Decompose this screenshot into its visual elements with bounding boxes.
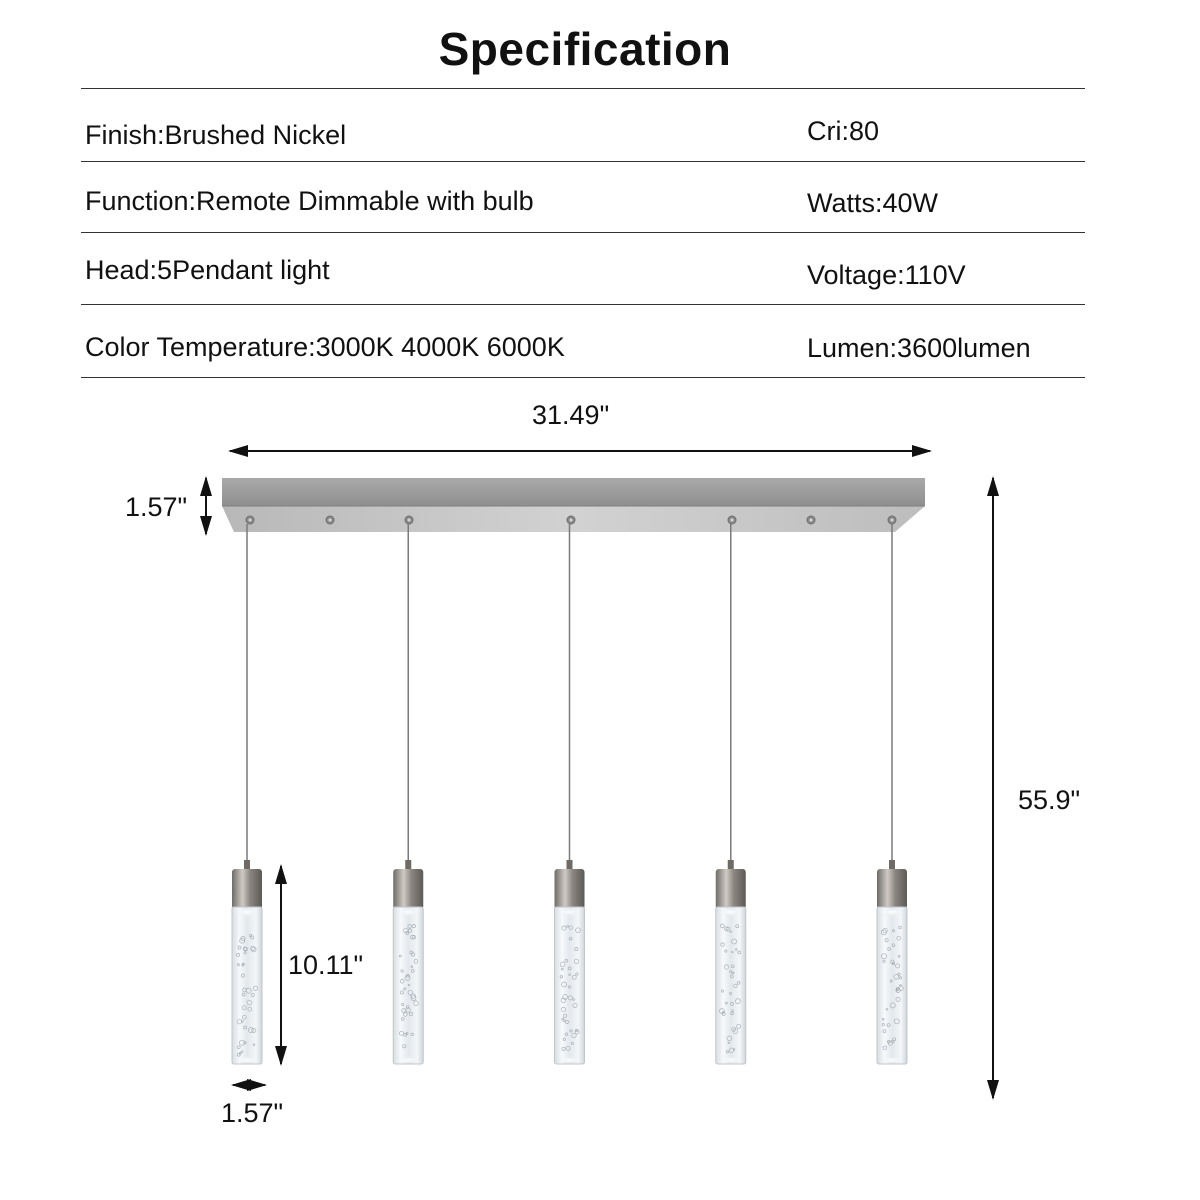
overall-height-dimension-label: 55.9" (1018, 785, 1081, 815)
glass-shade (232, 907, 262, 1064)
light-glow (234, 907, 260, 917)
light-glow (557, 1056, 583, 1064)
pendant-light (877, 524, 907, 1064)
spec-finish: Finish:Brushed Nickel (85, 120, 347, 150)
canopy (222, 478, 925, 532)
spec-head: Head:5Pendant light (85, 255, 330, 285)
pendant-cap (716, 869, 746, 909)
pendant-stem (244, 860, 250, 870)
pendant-stem (728, 860, 734, 870)
pendant-cap (877, 869, 907, 909)
pendant-cap (393, 869, 423, 909)
spec-voltage: Voltage:110V (807, 260, 966, 290)
canopy-screw (807, 516, 815, 524)
page-title: Specification (438, 23, 732, 75)
light-glow (718, 907, 744, 917)
pendant-light (555, 524, 585, 1064)
canopy-screw (246, 516, 254, 524)
pendant-stem (889, 860, 895, 870)
pendants (232, 524, 907, 1064)
spec-function: Function:Remote Dimmable with bulb (85, 186, 534, 216)
light-glow (879, 907, 905, 917)
light-glow (395, 907, 421, 917)
light-glow (879, 1056, 905, 1064)
canopy-screw (728, 516, 736, 524)
light-glow (234, 1056, 260, 1064)
spec-watts: Watts:40W (807, 188, 939, 218)
spec-cri: Cri:80 (807, 116, 880, 146)
light-glow (395, 1056, 421, 1064)
pendant-stem (405, 860, 411, 870)
width-dimension-label: 31.49" (532, 400, 610, 430)
canopy-screw (567, 516, 575, 524)
shade-height-dimension-label: 10.11" (288, 950, 364, 980)
pendant-cap (232, 869, 262, 909)
canopy-height-dimension-label: 1.57" (125, 492, 188, 522)
shade-diameter-dimension-label: 1.57" (221, 1098, 284, 1128)
light-glow (718, 1056, 744, 1064)
canopy-screw (405, 516, 413, 524)
pendant-stem (567, 860, 573, 870)
light-glow (557, 907, 583, 917)
pendant-light (232, 524, 262, 1064)
spec-color-temperature: Color Temperature:3000K 4000K 6000K (85, 332, 565, 362)
pendant-cap (555, 869, 585, 909)
pendant-light (716, 524, 746, 1064)
canopy-screw (326, 516, 334, 524)
canopy-top-face (222, 478, 925, 506)
spec-lumen: Lumen:3600lumen (807, 333, 1031, 363)
canopy-screw (888, 516, 896, 524)
pendant-light (393, 524, 423, 1064)
